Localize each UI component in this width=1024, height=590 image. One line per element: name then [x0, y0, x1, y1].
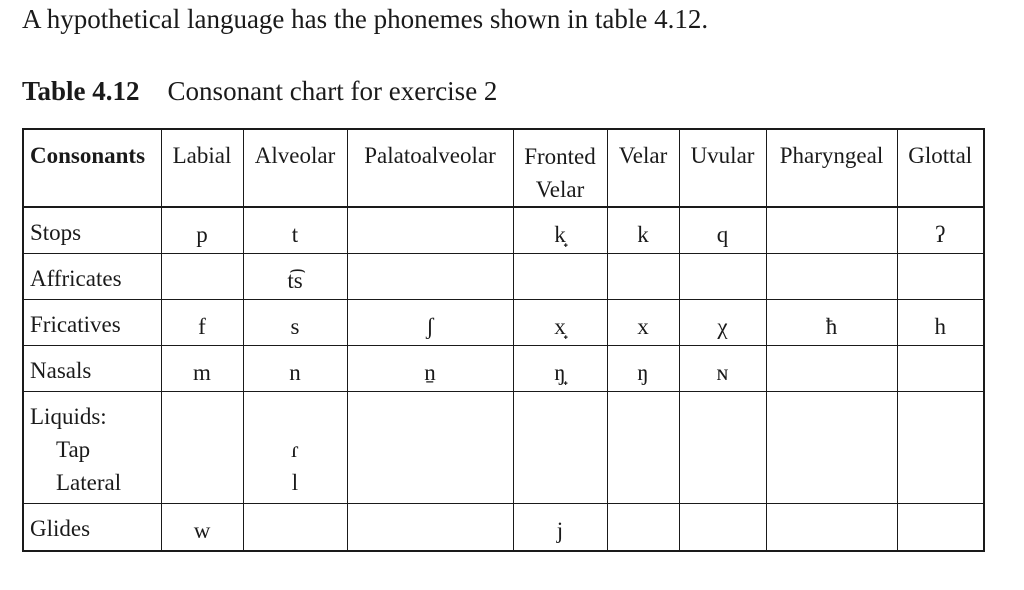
cell-fricatives-palatoalveolar: ʃ [347, 299, 513, 345]
fronted-velar-line-1: Fronted [524, 144, 596, 169]
cell-liquids-lateral-alveolar: l [291, 469, 299, 495]
cell-stops-fronted-velar: k̟ [513, 207, 607, 253]
cell-liquids-fronted-velar [513, 391, 607, 503]
cell-nasals-uvular: ɴ [679, 345, 766, 391]
table-number: Table 4.12 [22, 76, 140, 106]
row-label-liquids [23, 391, 161, 503]
intro-text: A hypothetical language has the phonemes shown in table 4.12. [22, 4, 709, 34]
cell-stops-labial: p [161, 207, 243, 253]
cell-nasals-glottal [897, 345, 984, 391]
header-row [23, 129, 984, 207]
cell-nasals-labial: m [161, 345, 243, 391]
row-label-fricatives: Fricatives [23, 299, 161, 345]
cell-stops-palatoalveolar [347, 207, 513, 253]
cell-stops-glottal: ʔ [897, 207, 984, 253]
cell-liquids-alveolar [243, 391, 347, 503]
cell-liquids-palatoalveolar [347, 391, 513, 503]
cell-fricatives-uvular: χ [679, 299, 766, 345]
column-header-pharyngeal: Pharyngeal [766, 129, 897, 207]
cell-fricatives-alveolar: s [243, 299, 347, 345]
table-row-liquids [23, 391, 984, 503]
cell-affricates-glottal [897, 253, 984, 299]
fronted-velar-line-2: Velar [535, 177, 585, 202]
consonant-chart [22, 128, 985, 552]
column-header-palatoalveolar: Palatoalveolar [347, 129, 513, 207]
column-header-velar: Velar [607, 129, 679, 207]
cell-stops-uvular: q [679, 207, 766, 253]
cell-glides-fronted-velar: j [513, 503, 607, 551]
cell-liquids-uvular [679, 391, 766, 503]
column-header-alveolar: Alveolar [243, 129, 347, 207]
cell-fricatives-glottal: h [897, 299, 984, 345]
cell-glides-uvular [679, 503, 766, 551]
cell-affricates-labial [161, 253, 243, 299]
cell-glides-labial: w [161, 503, 243, 551]
cell-glides-velar [607, 503, 679, 551]
cell-nasals-palatoalveolar: n̠ [347, 345, 513, 391]
cell-affricates-velar [607, 253, 679, 299]
cell-liquids-velar [607, 391, 679, 503]
cell-fricatives-fronted-velar: x̟ [513, 299, 607, 345]
cell-glides-pharyngeal [766, 503, 897, 551]
cell-nasals-alveolar: n [243, 345, 347, 391]
cell-liquids-labial [161, 391, 243, 503]
cell-liquids-tap-alveolar: ɾ [291, 436, 299, 462]
cell-glides-glottal [897, 503, 984, 551]
cell-stops-velar: k [607, 207, 679, 253]
table-row-affricates [23, 253, 984, 299]
cell-glides-palatoalveolar [347, 503, 513, 551]
cell-affricates-palatoalveolar [347, 253, 513, 299]
table-title: Consonant chart for exercise 2 [167, 76, 498, 106]
cell-glides-alveolar [243, 503, 347, 551]
row-label-glides: Glides [23, 503, 161, 551]
row-label-nasals: Nasals [23, 345, 161, 391]
table-row-nasals [23, 345, 984, 391]
table-row-stops [23, 207, 984, 253]
column-header-uvular: Uvular [679, 129, 766, 207]
cell-liquids-pharyngeal [766, 391, 897, 503]
row-label-stops: Stops [23, 207, 161, 253]
cell-fricatives-labial: f [161, 299, 243, 345]
column-header-glottal: Glottal [897, 129, 984, 207]
table-row-fricatives [23, 299, 984, 345]
cell-nasals-pharyngeal [766, 345, 897, 391]
cell-affricates-uvular [679, 253, 766, 299]
liquids-sublabel-lateral: Lateral [56, 469, 122, 495]
cell-fricatives-pharyngeal: ħ [766, 299, 897, 345]
liquids-sublabel-tap: Tap [56, 436, 91, 462]
cell-affricates-pharyngeal [766, 253, 897, 299]
cell-nasals-velar: ŋ [607, 345, 679, 391]
column-header-consonants: Consonants [23, 129, 161, 207]
column-header-labial: Labial [161, 129, 243, 207]
row-label-affricates: Affricates [23, 253, 161, 299]
table-row-glides [23, 503, 984, 551]
cell-stops-alveolar: t [243, 207, 347, 253]
cell-affricates-fronted-velar [513, 253, 607, 299]
cell-nasals-fronted-velar: ŋ̟ [513, 345, 607, 391]
liquids-label: Liquids: [30, 403, 107, 429]
cell-stops-pharyngeal [766, 207, 897, 253]
cell-liquids-glottal [897, 391, 984, 503]
cell-affricates-alveolar: t͡s [243, 253, 347, 299]
column-header-fronted-velar [513, 129, 607, 207]
cell-fricatives-velar: x [607, 299, 679, 345]
table-caption [22, 76, 497, 107]
